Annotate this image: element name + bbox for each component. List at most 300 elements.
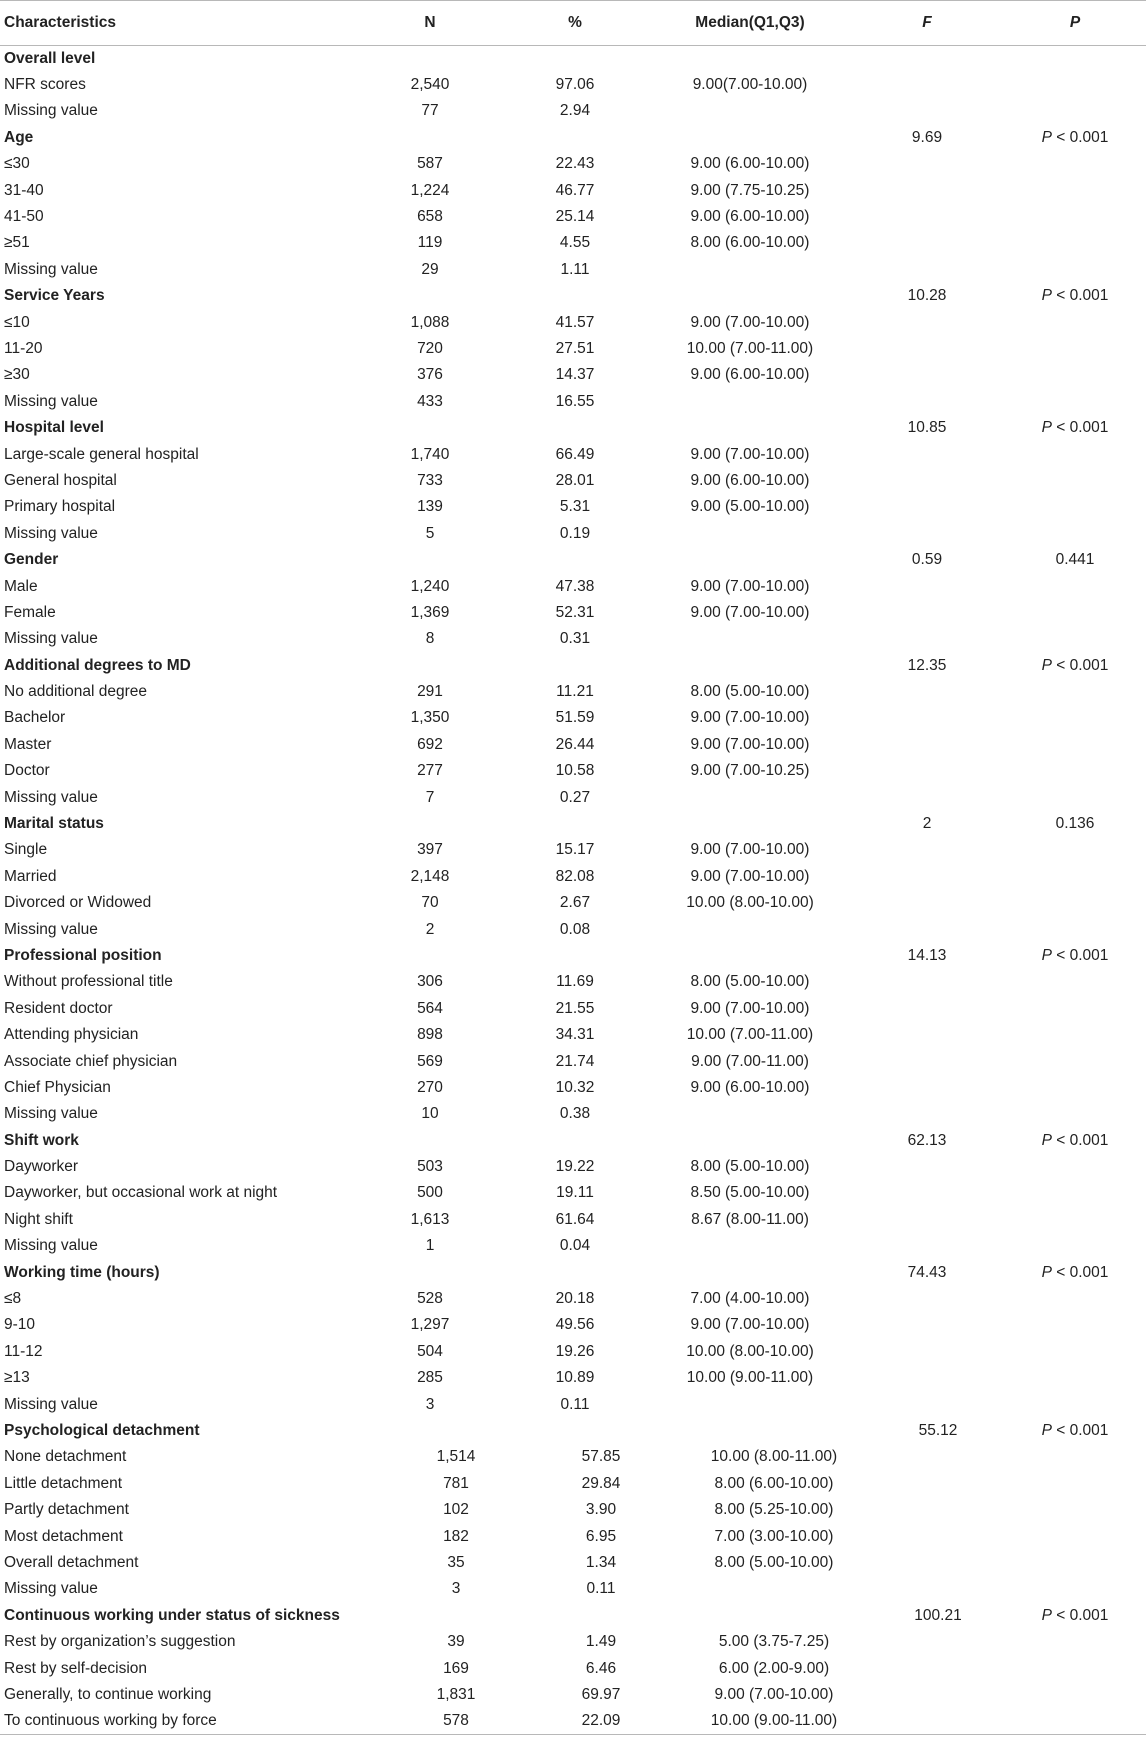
row-percent: 49.56 xyxy=(555,1316,595,1334)
row-label: ≤8 xyxy=(4,1290,22,1308)
row-n: 70 xyxy=(421,894,439,912)
row-n: 898 xyxy=(417,1026,443,1044)
row-label: Single xyxy=(4,841,48,859)
header-characteristics: Characteristics xyxy=(0,1,360,46)
row-n: 2,540 xyxy=(410,76,450,94)
row-n: 781 xyxy=(443,1474,469,1492)
row-percent: 16.55 xyxy=(555,392,595,410)
row-n: 1,224 xyxy=(410,181,450,199)
row-p xyxy=(1004,336,1146,362)
row-p xyxy=(1004,996,1146,1022)
row-label: Missing value xyxy=(4,1395,98,1413)
row-p xyxy=(1004,125,1146,151)
row-f xyxy=(850,573,1004,599)
row-p xyxy=(1004,72,1146,98)
group-row xyxy=(0,943,1146,969)
row-p xyxy=(1004,230,1146,256)
row-median: 10.00 (8.00-11.00) xyxy=(710,1448,838,1466)
table-row xyxy=(0,151,1146,177)
row-n: 3 xyxy=(425,1395,435,1413)
table-row xyxy=(0,1444,1146,1470)
row-percent: 22.09 xyxy=(500,1708,650,1734)
row-n xyxy=(360,46,500,72)
row-p xyxy=(1004,1154,1146,1180)
row-f xyxy=(850,600,1004,626)
row-f xyxy=(850,1576,1004,1602)
table-row xyxy=(0,1022,1146,1048)
row-median: 8.00 (5.00-10.00) xyxy=(690,1158,810,1176)
row-percent xyxy=(500,46,650,72)
table-row xyxy=(0,1471,1146,1497)
p-symbol: P xyxy=(1041,1131,1052,1149)
row-median xyxy=(650,389,850,415)
row-label: Missing value xyxy=(4,1105,98,1123)
row-n: 7 xyxy=(425,788,435,806)
p-symbol: P xyxy=(1041,946,1052,964)
row-n: 270 xyxy=(417,1078,443,1096)
row-label: 11-12 xyxy=(4,1342,43,1360)
row-p xyxy=(1004,98,1146,124)
row-n: 397 xyxy=(417,841,443,859)
row-percent: 97.06 xyxy=(555,76,595,94)
row-n: 587 xyxy=(417,155,443,173)
row-percent: 0.38 xyxy=(559,1105,591,1123)
row-percent: 69.97 xyxy=(581,1685,621,1703)
table-row xyxy=(0,1207,1146,1233)
row-f xyxy=(850,1629,1004,1655)
row-median: 9.00 (6.00-10.00) xyxy=(690,1078,810,1096)
row-n: 569 xyxy=(417,1052,443,1070)
row-f xyxy=(850,309,1004,335)
row-median: 9.00 (7.75-10.25) xyxy=(690,181,810,199)
group-row xyxy=(0,1259,1146,1285)
row-median xyxy=(650,784,850,810)
header-p: P xyxy=(1004,1,1146,46)
row-label: Missing value xyxy=(4,260,98,278)
row-n: 1,514 xyxy=(436,1448,476,1466)
table-row xyxy=(0,230,1146,256)
row-percent: 26.44 xyxy=(555,735,595,753)
row-p xyxy=(1004,784,1146,810)
row-percent xyxy=(500,415,650,441)
row-percent: 66.49 xyxy=(555,445,595,463)
row-percent: 11.69 xyxy=(556,973,594,991)
row-median xyxy=(650,1101,850,1127)
table-row xyxy=(0,626,1146,652)
row-percent xyxy=(500,1603,650,1629)
row-label: Doctor xyxy=(4,762,50,780)
row-n: 1,088 xyxy=(410,313,450,331)
table-row xyxy=(0,1312,1146,1338)
row-percent xyxy=(500,547,650,573)
row-f xyxy=(850,1286,1004,1312)
row-f xyxy=(850,1365,1004,1391)
table-row xyxy=(0,573,1146,599)
row-n: 564 xyxy=(417,999,443,1017)
row-median xyxy=(650,1576,850,1602)
row-percent: 0.19 xyxy=(559,524,591,542)
row-percent: 0.11 xyxy=(586,1580,616,1598)
row-median: 8.00 (6.00-10.00) xyxy=(690,234,810,252)
table-row xyxy=(0,705,1146,731)
row-label: Professional position xyxy=(4,946,162,964)
row-label: ≥13 xyxy=(4,1369,30,1387)
row-n: 658 xyxy=(417,208,443,226)
row-label: 41-50 xyxy=(4,208,44,226)
row-label: Service Years xyxy=(4,287,105,305)
table-row xyxy=(0,1101,1146,1127)
row-label: Rest by self-decision xyxy=(4,1659,148,1677)
row-p xyxy=(1004,177,1146,203)
row-n: 119 xyxy=(417,234,443,252)
row-median: 9.00 (6.00-10.00) xyxy=(690,471,810,489)
row-n: 1,613 xyxy=(410,1210,450,1228)
row-percent xyxy=(500,652,650,678)
row-f xyxy=(850,1233,1004,1259)
row-label: Master xyxy=(4,735,52,753)
row-f xyxy=(850,969,1004,995)
p-symbol: P xyxy=(1041,287,1052,305)
row-f xyxy=(850,257,1004,283)
row-n xyxy=(360,1418,500,1444)
table-row xyxy=(0,679,1146,705)
row-n: 102 xyxy=(443,1501,469,1519)
table-row xyxy=(0,1391,1146,1417)
row-p xyxy=(1004,652,1146,678)
row-n: 504 xyxy=(417,1342,443,1360)
row-p xyxy=(1004,257,1146,283)
row-label: Male xyxy=(4,577,38,595)
row-f xyxy=(850,1180,1004,1206)
row-n: 139 xyxy=(417,498,443,516)
row-p xyxy=(1004,1286,1146,1312)
row-percent: 41.57 xyxy=(555,313,595,331)
row-label: Dayworker xyxy=(4,1158,79,1176)
row-f xyxy=(850,204,1004,230)
table-header xyxy=(0,1,1146,46)
row-f xyxy=(850,1339,1004,1365)
row-n: 503 xyxy=(417,1158,443,1176)
row-percent: 4.55 xyxy=(559,234,591,252)
row-percent: 1.11 xyxy=(560,260,590,278)
row-label: General hospital xyxy=(4,471,117,489)
row-label: Missing value xyxy=(4,1580,98,1598)
row-percent: 27.51 xyxy=(555,339,595,357)
row-n: 3 xyxy=(451,1580,461,1598)
row-n: 169 xyxy=(443,1659,469,1677)
row-median: 8.50 (5.00-10.00) xyxy=(690,1184,810,1202)
row-n: 5 xyxy=(425,524,435,542)
header-n: N xyxy=(360,1,500,46)
row-percent: 10.58 xyxy=(555,762,595,780)
p-symbol: P xyxy=(1041,128,1052,146)
row-p: 0.136 xyxy=(1055,815,1095,833)
row-median: 9.00 (7.00-10.00) xyxy=(690,1316,810,1334)
row-median: 9.00 (7.00-10.00) xyxy=(690,313,810,331)
table-row xyxy=(0,468,1146,494)
row-label: Rest by organization’s suggestion xyxy=(4,1633,236,1651)
row-p xyxy=(1004,494,1146,520)
row-percent: 1.34 xyxy=(585,1553,617,1571)
row-percent: 3.90 xyxy=(585,1501,617,1519)
row-p xyxy=(1004,1418,1146,1444)
row-percent: 10.32 xyxy=(555,1078,595,1096)
row-p xyxy=(1004,362,1146,388)
row-f xyxy=(850,46,1004,72)
row-percent: 46.77 xyxy=(555,181,595,199)
row-n: 2,148 xyxy=(410,867,450,885)
row-percent: 6.95 xyxy=(585,1527,617,1545)
row-n xyxy=(360,811,500,837)
table-row xyxy=(0,336,1146,362)
row-f xyxy=(850,1075,1004,1101)
row-f xyxy=(850,864,1004,890)
row-median: 10.00 (9.00-11.00) xyxy=(686,1369,814,1387)
row-n: 433 xyxy=(417,392,443,410)
row-p xyxy=(1004,204,1146,230)
group-row xyxy=(0,415,1146,441)
table-row xyxy=(0,758,1146,784)
row-label: Female xyxy=(4,603,56,621)
row-label: Missing value xyxy=(4,630,98,648)
row-f xyxy=(850,890,1004,916)
row-median xyxy=(650,46,850,72)
table-row xyxy=(0,890,1146,916)
row-f xyxy=(850,705,1004,731)
row-percent: 0.08 xyxy=(559,920,591,938)
table-row xyxy=(0,1708,1146,1734)
row-f: 2 xyxy=(922,815,932,833)
row-median xyxy=(650,626,850,652)
p-value: < 0.001 xyxy=(1051,1422,1109,1439)
row-label: Divorced or Widowed xyxy=(4,894,152,912)
row-label: Without professional title xyxy=(4,973,173,991)
p-value: < 0.001 xyxy=(1051,946,1109,964)
row-median: 9.00 (6.00-10.00) xyxy=(690,366,810,384)
group-row xyxy=(0,1418,1146,1444)
row-label: Hospital level xyxy=(4,419,104,437)
row-f xyxy=(850,521,1004,547)
row-label: Working time (hours) xyxy=(4,1263,160,1281)
row-p xyxy=(1004,1550,1146,1576)
row-percent xyxy=(500,1418,650,1444)
row-f xyxy=(850,441,1004,467)
row-percent: 28.01 xyxy=(555,471,595,489)
p-value: < 0.001 xyxy=(1051,656,1109,674)
row-f: 55.12 xyxy=(918,1422,958,1439)
row-p xyxy=(1004,151,1146,177)
row-median xyxy=(650,943,850,969)
row-n xyxy=(360,1128,500,1154)
row-n xyxy=(360,547,500,573)
row-n: 1,740 xyxy=(410,445,450,463)
row-label: Associate chief physician xyxy=(4,1052,178,1070)
row-n: 720 xyxy=(417,339,443,357)
row-f xyxy=(850,72,1004,98)
row-f xyxy=(850,1550,1004,1576)
row-p xyxy=(1004,943,1146,969)
row-median: 9.00 (7.00-10.25) xyxy=(690,762,810,780)
header-median: Median(Q1,Q3) xyxy=(650,1,850,46)
row-f xyxy=(850,1655,1004,1681)
row-percent xyxy=(500,943,650,969)
row-n: 1,369 xyxy=(410,603,450,621)
table-row xyxy=(0,362,1146,388)
row-n xyxy=(360,652,500,678)
row-n: 1,240 xyxy=(410,577,450,595)
p-value: < 0.001 xyxy=(1051,1131,1109,1149)
row-p xyxy=(1004,1180,1146,1206)
row-p xyxy=(1004,1365,1146,1391)
row-percent: 57.85 xyxy=(581,1448,621,1466)
row-f xyxy=(850,1022,1004,1048)
row-label: Large-scale general hospital xyxy=(4,445,199,463)
row-median: 9.00 (5.00-10.00) xyxy=(690,498,810,516)
group-row xyxy=(0,1128,1146,1154)
table-row xyxy=(0,389,1146,415)
row-p xyxy=(1004,573,1146,599)
row-median: 9.00 (7.00-10.00) xyxy=(690,735,810,753)
row-median: 10.00 (8.00-10.00) xyxy=(686,1342,814,1360)
row-p xyxy=(1004,890,1146,916)
row-n: 1,831 xyxy=(436,1685,476,1703)
row-median: 9.00 (7.00-10.00) xyxy=(690,709,810,727)
table-row xyxy=(0,1523,1146,1549)
table-row xyxy=(0,257,1146,283)
header-f: F xyxy=(850,1,1004,46)
row-f xyxy=(850,679,1004,705)
table-row xyxy=(0,309,1146,335)
row-median: 9.00 (7.00-10.00) xyxy=(690,841,810,859)
row-p xyxy=(1004,1603,1146,1629)
table-row xyxy=(0,864,1146,890)
row-p xyxy=(1004,1471,1146,1497)
row-median xyxy=(650,1259,850,1285)
row-percent: 25.14 xyxy=(555,208,595,226)
row-median xyxy=(650,1391,850,1417)
table-row xyxy=(0,72,1146,98)
table-row xyxy=(0,1655,1146,1681)
row-median: 9.00 (6.00-10.00) xyxy=(690,155,810,173)
row-percent: 1.49 xyxy=(585,1633,617,1651)
row-n: 10 xyxy=(421,1105,439,1123)
row-p xyxy=(1004,732,1146,758)
row-f xyxy=(850,1708,1004,1734)
row-f: 74.43 xyxy=(907,1263,947,1281)
row-label: Dayworker, but occasional work at night xyxy=(4,1184,278,1202)
row-n xyxy=(360,415,500,441)
group-row xyxy=(0,547,1146,573)
row-n xyxy=(360,1603,500,1629)
row-median: 8.00 (5.00-10.00) xyxy=(714,1553,834,1571)
row-median: 9.00(7.00-10.00) xyxy=(692,76,808,94)
row-percent: 11.21 xyxy=(556,683,594,701)
p-value: < 0.001 xyxy=(1051,287,1109,305)
row-f xyxy=(850,758,1004,784)
row-percent: 10.89 xyxy=(555,1369,595,1387)
row-label: Missing value xyxy=(4,1237,98,1255)
table-row xyxy=(0,98,1146,124)
row-median: 7.00 (4.00-10.00) xyxy=(690,1290,810,1308)
row-median xyxy=(650,521,850,547)
row-label: Missing value xyxy=(4,920,98,938)
p-symbol: P xyxy=(1041,656,1052,674)
row-percent: 29.84 xyxy=(581,1474,621,1492)
row-percent: 19.26 xyxy=(555,1342,595,1360)
row-n: 1,350 xyxy=(410,709,450,727)
row-n: 29 xyxy=(421,260,439,278)
row-f xyxy=(850,1101,1004,1127)
table-row xyxy=(0,1339,1146,1365)
row-n: 2 xyxy=(425,920,435,938)
table-row xyxy=(0,732,1146,758)
row-percent: 20.18 xyxy=(555,1290,595,1308)
row-percent: 2.94 xyxy=(559,102,591,120)
row-f xyxy=(850,1444,1004,1470)
row-n: 578 xyxy=(360,1708,500,1734)
row-median xyxy=(650,257,850,283)
row-median xyxy=(650,1603,850,1629)
row-label: NFR scores xyxy=(4,76,86,94)
row-n: 733 xyxy=(417,471,443,489)
row-median: 9.00 (7.00-10.00) xyxy=(690,999,810,1017)
row-label: ≥51 xyxy=(4,234,30,252)
row-label: Age xyxy=(4,128,34,146)
row-p xyxy=(1004,441,1146,467)
row-median: 5.00 (3.75-7.25) xyxy=(718,1633,830,1651)
table-row xyxy=(0,1550,1146,1576)
row-p xyxy=(1004,1682,1146,1708)
row-p xyxy=(1004,1101,1146,1127)
table-body xyxy=(0,46,1146,1735)
group-row xyxy=(0,811,1146,837)
row-p xyxy=(1004,864,1146,890)
row-p xyxy=(1004,1233,1146,1259)
row-f xyxy=(850,732,1004,758)
row-median xyxy=(650,415,850,441)
row-percent: 15.17 xyxy=(555,841,595,859)
row-median xyxy=(650,1233,850,1259)
table-row xyxy=(0,1682,1146,1708)
row-label: Additional degrees to MD xyxy=(4,656,191,674)
row-percent: 51.59 xyxy=(555,709,595,727)
row-f: 10.28 xyxy=(907,287,947,305)
row-n: 376 xyxy=(417,366,443,384)
row-f: 10.85 xyxy=(907,419,947,437)
group-row xyxy=(0,125,1146,151)
row-f xyxy=(850,494,1004,520)
row-f xyxy=(850,1154,1004,1180)
row-f: 9.69 xyxy=(911,128,943,146)
row-f xyxy=(850,1497,1004,1523)
table-row xyxy=(0,1180,1146,1206)
row-median: 9.00 (7.00-11.00) xyxy=(691,1052,809,1070)
row-label: Primary hospital xyxy=(4,498,116,516)
row-f xyxy=(850,98,1004,124)
row-median xyxy=(650,125,850,151)
table-row xyxy=(0,784,1146,810)
row-percent: 19.22 xyxy=(555,1158,595,1176)
row-label: Marital status xyxy=(4,815,104,833)
table-row xyxy=(0,521,1146,547)
table-row xyxy=(0,1497,1146,1523)
row-percent: 0.27 xyxy=(559,788,591,806)
row-percent: 61.64 xyxy=(555,1210,595,1228)
row-f xyxy=(850,784,1004,810)
row-p xyxy=(1004,1128,1146,1154)
row-label: ≤30 xyxy=(4,155,30,173)
row-percent: 21.55 xyxy=(555,999,595,1017)
